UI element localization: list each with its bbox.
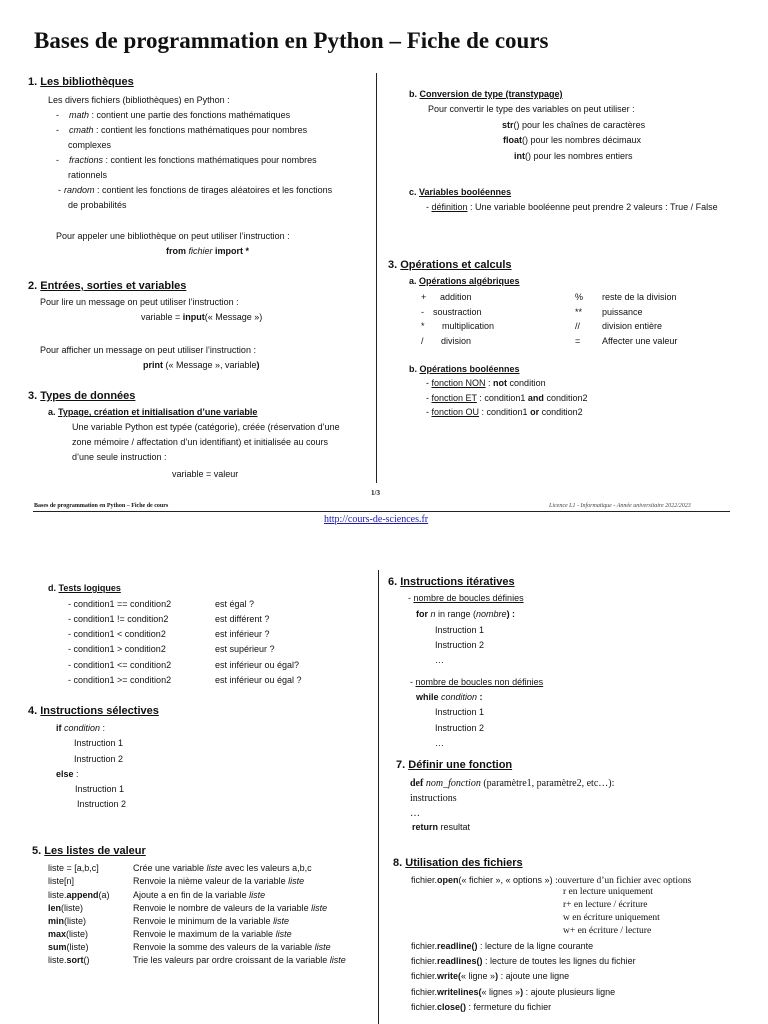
desc-text: Renvoie la nième valeur de la variable bbox=[133, 876, 289, 886]
code-post: (liste) bbox=[66, 929, 89, 939]
s3a-code: variable = valeur bbox=[172, 469, 239, 479]
dash: - bbox=[426, 393, 432, 403]
operand: condition2 bbox=[539, 407, 583, 417]
object-name: fichier. bbox=[411, 971, 438, 981]
operator-name: addition bbox=[440, 292, 472, 302]
library-desc: : contient les fonctions de tirages aléatoires et les fonctions bbox=[94, 185, 333, 195]
operator-symbol: // bbox=[575, 321, 581, 331]
code-post: (liste) bbox=[66, 942, 89, 952]
s3a-line-3: d’une seule instruction : bbox=[72, 452, 167, 462]
footer-left: Bases de programmation en Python – Fiche de cours bbox=[34, 503, 169, 509]
list-code bbox=[48, 863, 99, 874]
function-name: fonction OU bbox=[431, 407, 480, 417]
operator-symbol: / bbox=[421, 336, 424, 346]
s1-call-code: from fichier import * bbox=[166, 246, 250, 256]
operator-symbol: % bbox=[575, 292, 584, 302]
s1-item bbox=[68, 200, 127, 211]
desc-text: Renvoie le minimum de la variable bbox=[133, 916, 274, 926]
code-post: (liste) bbox=[64, 916, 87, 926]
code-pre: liste. bbox=[48, 890, 67, 900]
operator-name: multiplication bbox=[442, 321, 495, 331]
file-method bbox=[411, 987, 615, 998]
sep: : condition1 bbox=[476, 393, 528, 403]
desc-var: liste bbox=[329, 955, 346, 965]
method-desc: : ajoute plusieurs ligne bbox=[523, 987, 616, 997]
list-code bbox=[48, 890, 110, 901]
s3a-line-2: zone mémoire / affectation d’un identifiant) et initialisée au cours bbox=[72, 437, 328, 447]
s6-f1: Instruction 1 bbox=[435, 625, 485, 635]
code-pre: liste[n] bbox=[48, 876, 75, 886]
desc-var: liste bbox=[273, 916, 290, 926]
bullet: - bbox=[56, 110, 59, 120]
test-description: est inférieur ou égal? bbox=[215, 660, 300, 670]
s2-print-code: print (« Message », variable) bbox=[143, 360, 260, 370]
section-1-heading: 1. Les bibliothèques bbox=[28, 76, 134, 88]
desc-var: liste bbox=[288, 876, 305, 886]
code-pre: liste = [a,b,c] bbox=[48, 863, 99, 873]
list-code bbox=[48, 876, 74, 887]
test-description: est inférieur ? bbox=[215, 629, 270, 639]
object-name: fichier. bbox=[411, 1002, 438, 1012]
list-description bbox=[133, 942, 331, 953]
bullet: - bbox=[56, 155, 59, 165]
desc-var: liste bbox=[314, 942, 331, 952]
desc-var: liste bbox=[206, 863, 223, 873]
s3b-item-float: float() pour les nombres décimaux bbox=[503, 135, 642, 145]
test-expression: - condition1 < condition2 bbox=[68, 629, 166, 639]
library-name: cmath bbox=[69, 125, 94, 135]
operator-symbol: ** bbox=[575, 307, 583, 317]
s6-w3: … bbox=[435, 738, 444, 748]
footer-rule bbox=[33, 511, 730, 512]
s1-item bbox=[56, 125, 307, 136]
section-2-heading: 2. Entrées, sorties et variables bbox=[28, 280, 187, 292]
s7-instructions: instructions bbox=[410, 793, 457, 804]
s3b-item-int: int() pour les nombres entiers bbox=[514, 151, 633, 161]
list-code bbox=[48, 955, 90, 966]
object-name: fichier. bbox=[411, 956, 438, 966]
s3a-heading: a. Typage, création et initialisation d’une variable bbox=[48, 407, 258, 417]
operator-symbol: * bbox=[421, 321, 425, 331]
list-description bbox=[133, 903, 327, 914]
code-pre: liste. bbox=[48, 955, 67, 965]
list-code bbox=[48, 942, 89, 953]
operator-name: reste de la division bbox=[602, 292, 677, 302]
s7-dots: … bbox=[410, 808, 420, 819]
list-description bbox=[133, 863, 312, 874]
s1-item bbox=[68, 170, 107, 181]
method-desc: : ajoute une ligne bbox=[498, 971, 570, 981]
test-expression: - condition1 > condition2 bbox=[68, 644, 166, 654]
s3bb-heading: b. Opérations booléennes bbox=[409, 364, 520, 374]
s3c-definition: - définition : Une variable booléenne peut prendre 2 valeurs : True / False bbox=[426, 202, 718, 212]
operator-name: Affecter une valeur bbox=[602, 336, 678, 346]
list-description bbox=[133, 929, 292, 940]
s2-read-code: variable = input(« Message ») bbox=[141, 312, 263, 322]
boolean-op-row bbox=[426, 378, 546, 389]
function-name: fonction NON bbox=[431, 378, 486, 388]
page-title: Bases de programmation en Python – Fiche de cours bbox=[34, 28, 549, 53]
operator-symbol: - bbox=[421, 307, 424, 317]
code-keyword: sum bbox=[48, 942, 67, 952]
code-post: () bbox=[83, 955, 90, 965]
desc-text: Ajoute a en fin de la variable bbox=[133, 890, 250, 900]
operator-name: division entière bbox=[602, 321, 663, 331]
test-description: est différent ? bbox=[215, 614, 270, 624]
s6-w2: Instruction 2 bbox=[435, 723, 485, 733]
test-expression: - condition1 >= condition2 bbox=[68, 675, 172, 685]
code-keyword: max bbox=[48, 929, 67, 939]
s4-instr-1b: Instruction 1 bbox=[75, 784, 125, 794]
file-method bbox=[411, 941, 593, 952]
keyword: not bbox=[493, 378, 508, 388]
desc-text: Crée une variable bbox=[133, 863, 207, 873]
s8-opt-rplus: r+ en lecture / écriture bbox=[563, 900, 648, 910]
library-name: math bbox=[69, 110, 90, 120]
test-description: est supérieur ? bbox=[215, 644, 275, 654]
list-code bbox=[48, 929, 88, 940]
s1-item bbox=[58, 185, 332, 196]
section-5-heading: 5. Les listes de valeur bbox=[32, 845, 146, 857]
desc-text: Renvoie le nombre de valeurs de la variable bbox=[133, 903, 312, 913]
footer-right: Licence L1 - Informatique - Année universitaire 2022/2023 bbox=[549, 503, 691, 509]
operator-name: soustraction bbox=[433, 307, 482, 317]
s1-item-cont: de probabilités bbox=[68, 200, 127, 210]
method-close: ) bbox=[495, 971, 499, 981]
keyword: and bbox=[527, 393, 544, 403]
bullet: - bbox=[58, 185, 61, 195]
s6-w1: Instruction 1 bbox=[435, 707, 485, 717]
object-name: fichier. bbox=[411, 941, 438, 951]
d-heading: d. Tests logiques bbox=[48, 583, 121, 593]
s4-instr-2b: Instruction 2 bbox=[77, 799, 127, 809]
operator-name: puissance bbox=[602, 307, 643, 317]
s3c-heading: c. Variables booléennes bbox=[409, 187, 512, 197]
s6-for: for n in range (nombre) : bbox=[416, 609, 516, 619]
s3b-heading: b. Conversion de type (transtypage) bbox=[409, 89, 563, 99]
s2-read-text: Pour lire un message on peut utiliser l’instruction : bbox=[40, 297, 239, 307]
operator-symbol: + bbox=[421, 292, 427, 302]
library-desc: : contient les fonctions mathématiques pour nombres bbox=[103, 155, 317, 165]
s3ba-heading: a. Opérations algébriques bbox=[409, 276, 520, 286]
section-7-heading: 7. Définir une fonction bbox=[396, 759, 513, 771]
code-keyword: append bbox=[66, 890, 99, 900]
site-link[interactable]: http://cours-de-sciences.fr bbox=[324, 514, 429, 525]
s4-if: if condition : bbox=[56, 723, 106, 733]
file-method bbox=[411, 956, 636, 967]
bullet: - bbox=[56, 125, 59, 135]
code-post: (liste) bbox=[61, 903, 84, 913]
s6-f2: Instruction 2 bbox=[435, 640, 485, 650]
method-name: write( bbox=[437, 971, 462, 981]
s3b-text: Pour convertir le type des variables on peut utiliser : bbox=[428, 104, 635, 114]
s3a-line-1: Une variable Python est typée (catégorie), créée (réservation d’une bbox=[72, 422, 340, 432]
object-name: fichier. bbox=[411, 987, 438, 997]
s1-item bbox=[56, 155, 317, 166]
desc-var: liste bbox=[311, 903, 328, 913]
code-keyword: sort bbox=[66, 955, 84, 965]
method-args: : lecture de la ligne courante bbox=[477, 941, 594, 951]
s6-defined: - nombre de boucles définies bbox=[408, 593, 524, 603]
s7-def: def nom_fonction (paramètre1, paramètre2, etc…): bbox=[410, 778, 615, 789]
operand: condition2 bbox=[543, 393, 588, 403]
test-description: est égal ? bbox=[215, 599, 255, 609]
test-description: est inférieur ou égal ? bbox=[215, 675, 302, 685]
boolean-op-row bbox=[426, 393, 587, 404]
s2-print-text: Pour afficher un message on peut utiliser l’instruction : bbox=[40, 345, 256, 355]
column-divider bbox=[376, 73, 377, 483]
s1-call-text: Pour appeler une bibliothèque on peut utiliser l’instruction : bbox=[56, 231, 290, 241]
s8-opt-r: r en lecture uniquement bbox=[563, 887, 653, 897]
s8-opt-wplus: w+ en écriture / lecture bbox=[563, 926, 652, 936]
sep: : condition1 bbox=[479, 407, 531, 417]
list-description bbox=[133, 916, 289, 927]
s7-return: return resultat bbox=[412, 822, 471, 832]
desc-var: liste bbox=[249, 890, 266, 900]
s8-open: fichier.open(« fichier », « options ») :ouverture d’un fichier avec options bbox=[411, 875, 692, 886]
library-name: random bbox=[64, 185, 95, 195]
library-name: fractions bbox=[69, 155, 104, 165]
code-post: (a) bbox=[98, 890, 110, 900]
s1-item bbox=[68, 140, 111, 151]
dash: - bbox=[426, 407, 432, 417]
desc-var: liste bbox=[275, 929, 292, 939]
s4-instr-2: Instruction 2 bbox=[74, 754, 124, 764]
s8-opt-w: w en écriture uniquement bbox=[563, 913, 660, 923]
method-name: readlines() bbox=[437, 956, 483, 966]
list-description bbox=[133, 890, 265, 901]
section-8-heading: 8. Utilisation des fichiers bbox=[393, 857, 523, 869]
list-description bbox=[133, 955, 346, 966]
library-desc: : contient une partie des fonctions mathématiques bbox=[89, 110, 291, 120]
desc-text: Renvoie le maximum de la variable bbox=[133, 929, 276, 939]
s6-f3: … bbox=[435, 655, 444, 665]
s1-item bbox=[56, 110, 290, 121]
desc-text: Trie les valeurs par ordre croissant de la variable bbox=[133, 955, 330, 965]
method-name: readline() bbox=[437, 941, 478, 951]
page-number: 1/3 bbox=[371, 489, 380, 497]
library-desc: : contient les fonctions mathématiques pour nombres bbox=[93, 125, 308, 135]
method-args: : fermeture du fichier bbox=[466, 1002, 552, 1012]
file-method bbox=[411, 1002, 551, 1013]
s1-intro: Les divers fichiers (bibliothèques) en Python : bbox=[48, 95, 230, 105]
list-code bbox=[48, 916, 86, 927]
list-description bbox=[133, 876, 304, 887]
section-4-heading: 4. Instructions sélectives bbox=[28, 705, 159, 717]
code-keyword: min bbox=[48, 916, 65, 926]
method-args: « lignes » bbox=[481, 987, 521, 997]
method-name: close() bbox=[437, 1002, 467, 1012]
function-name: fonction ET bbox=[431, 393, 477, 403]
s1-item-cont: complexes bbox=[68, 140, 112, 150]
column-divider-2 bbox=[378, 570, 379, 1024]
sep: : bbox=[485, 378, 494, 388]
operator-symbol: = bbox=[575, 336, 581, 346]
desc-text: Renvoie la somme des valeurs de la variable bbox=[133, 942, 315, 952]
s1-item-cont: rationnels bbox=[68, 170, 108, 180]
desc-text: avec les valeurs a,b,c bbox=[222, 863, 312, 873]
s4-else: else : bbox=[56, 769, 79, 779]
boolean-op-row bbox=[426, 407, 583, 418]
keyword: or bbox=[530, 407, 540, 417]
s6-undefined: - nombre de boucles non définies bbox=[410, 677, 544, 687]
section-6-heading: 6. Instructions itératives bbox=[388, 576, 515, 588]
dash: - bbox=[426, 378, 432, 388]
file-method bbox=[411, 971, 569, 982]
method-args: : lecture de toutes les lignes du fichier bbox=[482, 956, 636, 966]
operand: condition bbox=[507, 378, 546, 388]
s6-while: while condition : bbox=[416, 692, 483, 702]
method-close: ) bbox=[520, 987, 524, 997]
section-3b-heading: 3. Opérations et calculs bbox=[388, 259, 512, 271]
list-code bbox=[48, 903, 83, 914]
test-expression: - condition1 != condition2 bbox=[68, 614, 169, 624]
section-3-heading: 3. Types de données bbox=[28, 390, 136, 402]
test-expression: - condition1 == condition2 bbox=[68, 599, 172, 609]
method-name: writelines( bbox=[437, 987, 482, 997]
s3b-item-str: str() pour les chaînes de caractères bbox=[502, 120, 646, 130]
code-keyword: len bbox=[48, 903, 62, 913]
operator-name: division bbox=[441, 336, 472, 346]
test-expression: - condition1 <= condition2 bbox=[68, 660, 172, 670]
method-args: « ligne » bbox=[461, 971, 496, 981]
s4-instr-1: Instruction 1 bbox=[74, 738, 124, 748]
